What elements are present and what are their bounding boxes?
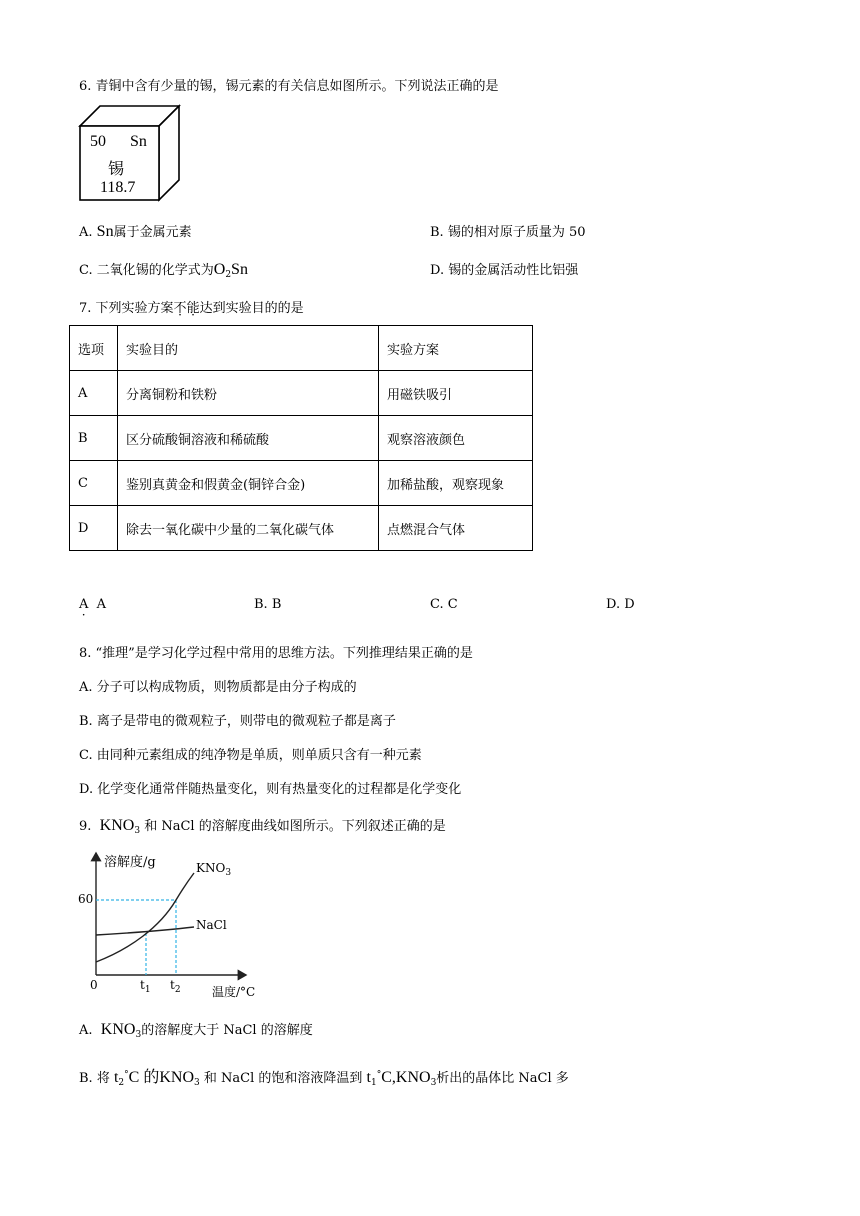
q8-option-b: B. 离子是带电的微观粒子，则带电的微观粒子都是离子 <box>79 714 396 729</box>
q9-option-b: B. 将 $t_2^\circ C$ 的$KNO_3$ 和 NaCl 的饱和溶液降温到 $t_1^\circ C,KNO_3$析出的晶体比 NaCl 多 <box>79 1069 569 1088</box>
header-cell: 实验目的 <box>118 326 379 371</box>
experiment-table <box>69 325 533 551</box>
q8-option-d: D. 化学变化通常伴随热量变化，则有热量变化的过程都是化学变化 <box>79 782 462 797</box>
atomic-mass: 118.7 <box>100 179 136 196</box>
q8-option-a: A. 分子可以构成物质，则物质都是由分子构成的 <box>79 680 357 695</box>
kno3-curve-label: $KNO_3$ <box>196 861 232 878</box>
q6-stem: 6. 青铜中含有少量的锡，锡元素的有关信息如图所示。下列说法正确的是 <box>79 79 499 94</box>
table-cell: 点燃混合气体 <box>379 506 533 551</box>
table-cell: 用磁铁吸引 <box>379 371 533 416</box>
kno3-curve <box>96 873 194 962</box>
table-cell: C <box>70 461 118 506</box>
q7-option-a: A · A <box>79 597 106 612</box>
table-cell: 观察溶液颜色 <box>379 416 533 461</box>
table-cell: D <box>70 506 118 551</box>
nacl-curve-label: NaCl <box>196 918 227 932</box>
table-row <box>70 371 533 416</box>
q8-option-c: C. 由同种元素组成的纯净物是单质，则单质只含有一种元素 <box>79 748 422 763</box>
element-symbol: Sn <box>130 133 147 150</box>
table-cell: 区分硫酸铜溶液和稀硫酸 <box>118 416 379 461</box>
table-cell: 除去一氧化碳中少量的二氧化碳气体 <box>118 506 379 551</box>
atomic-number: 50 <box>90 133 106 150</box>
q7-stem: 7. 下列实验方案不能达到实验目的的是 <box>79 301 304 316</box>
q6-option-b: B. 锡的相对原子质量为 50 <box>430 225 586 240</box>
x-tick-t2: $t_2$ <box>170 978 181 995</box>
element-name: 锡 <box>108 161 125 178</box>
q9-option-a: A. $KNO_3$的溶解度大于 NaCl 的溶解度 <box>79 1021 313 1040</box>
table-cell: 鉴别真黄金和假黄金(铜锌合金) <box>118 461 379 506</box>
q6-option-d: D. 锡的金属活动性比铝强 <box>430 263 579 278</box>
y-axis-label: 溶解度/g <box>104 855 156 870</box>
q6-option-a: A. Sn属于金属元素 <box>79 223 192 240</box>
y-tick-60: 60 <box>78 892 94 906</box>
table-row <box>70 506 533 551</box>
x-tick-t1: $t_1$ <box>140 978 151 995</box>
q7-option-d: D. D <box>606 597 635 612</box>
table-cell: 加稀盐酸，观察现象 <box>379 461 533 506</box>
header-cell: 选项 <box>70 326 118 371</box>
origin-label: 0 <box>90 978 98 992</box>
x-axis-label: 温度/°C <box>212 985 256 999</box>
table-cell: 分离铜粉和铁粉 <box>118 371 379 416</box>
table-cell: B <box>70 416 118 461</box>
q9-stem: 9. $KNO_3$ 和 NaCl 的溶解度曲线如图所示。下列叙述正确的是 <box>79 817 446 836</box>
table-header-row <box>70 326 533 371</box>
table-row <box>70 461 533 506</box>
q7-option-b: B. B <box>254 597 282 612</box>
q8-stem: 8. “推理”是学习化学过程中常用的思维方法。下列推理结果正确的是 <box>79 646 473 661</box>
q7-option-c: C. C <box>430 597 458 612</box>
table-cell: A <box>70 371 118 416</box>
q6-option-c: C. 二氧化锡的化学式为$O_2Sn$ <box>79 261 248 280</box>
header-cell: 实验方案 <box>379 326 533 371</box>
table-row <box>70 416 533 461</box>
